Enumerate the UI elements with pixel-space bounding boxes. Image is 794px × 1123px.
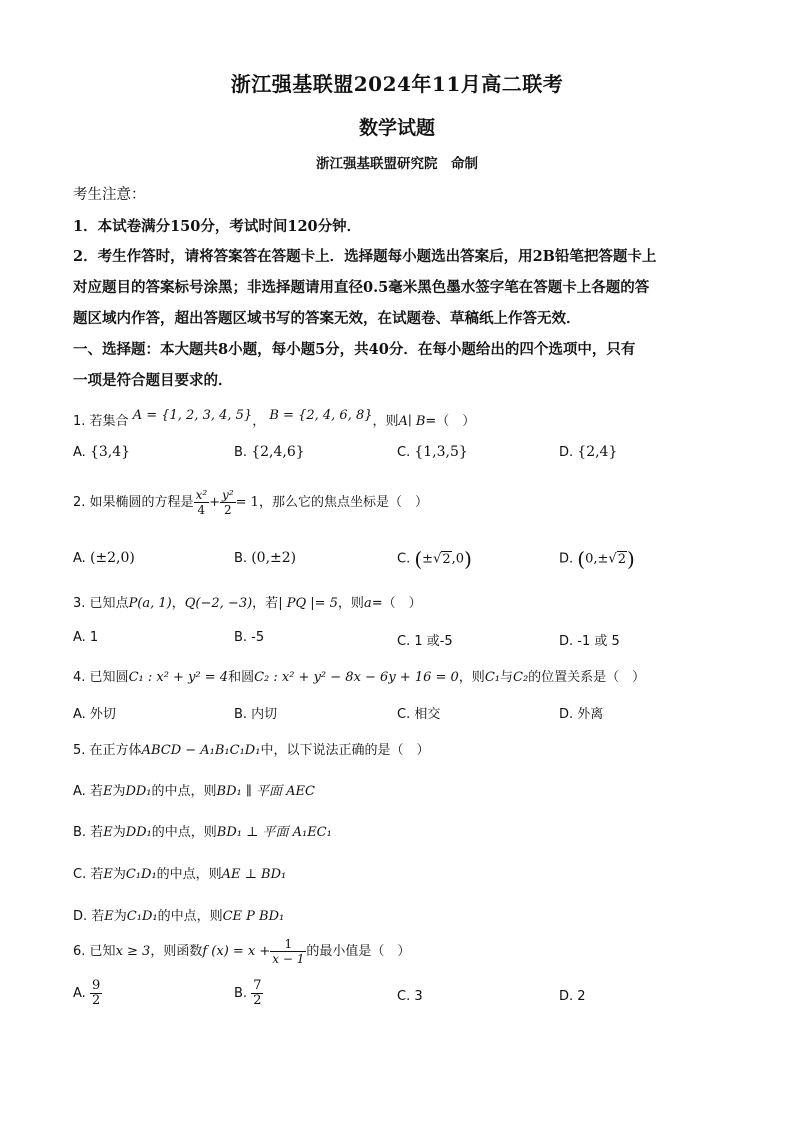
notice-item-2-line-3: 题区域内作答，超出答题区域书写的答案无效，在试题卷、草稿纸上作答无效． (73, 310, 581, 327)
notice-item-2-line-1: 2．考生作答时，请将答案答在答题卡上．选择题每小题选出答案后，用2B铅笔把答题卡上 (73, 248, 657, 265)
question-5: 5. 在正方体ABCD − A₁B₁C₁D₁中，以下说法正确的是（ ） (73, 743, 430, 758)
q6-option-b: B. $\frac{7}{2}$ (234, 978, 262, 1008)
question-text: ，则 (372, 414, 399, 429)
question-text: 若集合 (89, 414, 129, 429)
q3-option-c: C. 1 或-5 (397, 634, 453, 649)
q2-option-d: D. (0,±√2) (559, 547, 635, 571)
set-expression: A∣ B (398, 414, 426, 429)
question-number: 6. (73, 944, 86, 959)
q6-option-a: A. $\frac{9}{2}$ (73, 978, 101, 1008)
q4-option-d: D. 外离 (559, 707, 604, 722)
exam-title: 浙江强基联盟2024年11月高二联考 (230, 72, 564, 96)
q4-option-b: B. 内切 (234, 707, 278, 722)
q3-option-d: D. -1 或 5 (559, 634, 620, 649)
question-text: 已知点 (89, 596, 129, 611)
question-text: ，那么它的焦点坐标是（ ） (258, 495, 428, 510)
q2-option-b: B. (0,±2) (234, 550, 297, 566)
q4-option-a: A. 外切 (73, 707, 116, 722)
set-b: B = {2, 4, 6, 8} (269, 408, 373, 423)
q1-option-d: D. {2,4} (559, 444, 618, 460)
section-heading-line-1: 一、选择题：本大题共8小题，每小题5分，共40分．在每小题给出的四个选项中，只有 (73, 341, 636, 358)
question-6: 6. 已知x ≥ 3，则函数f (x) = x + $\frac{1}{x - 1}$ 的最小值是（ ） (73, 937, 411, 966)
section-heading-line-2: 一项是符合题目要求的． (73, 372, 233, 389)
question-1 (73, 408, 475, 429)
question-text: 已知圆 (89, 670, 129, 685)
point-p: P(a, 1) (128, 596, 172, 611)
question-text: 已知 (89, 944, 116, 959)
question-3: 3. 已知点P(a, 1)，Q(−2, −3)，若| PQ |= 5，则a=（ ） (73, 596, 422, 611)
q5-option-a: A. 若E为DD₁的中点，则BD₁ ∥ 平面 AEC (73, 784, 315, 799)
question-text: 在正方体 (89, 743, 142, 758)
q2-option-a: A. (±2,0) (73, 550, 135, 566)
point-q: Q(−2, −3) (184, 596, 253, 611)
notice-item-1: 1．本试卷满分150分，考试时间120分钟． (73, 218, 362, 235)
function-expression: f (x) = x + (202, 944, 271, 959)
question-text: ， (252, 414, 266, 429)
question-number: 1. (73, 414, 86, 429)
cube-name: ABCD − A₁B₁C₁D₁ (141, 743, 261, 758)
set-a: A = {1, 2, 3, 4, 5} (132, 408, 253, 423)
q5-option-c: C. 若E为C₁D₁的中点，则AE ⊥ BD₁ (73, 867, 287, 882)
q3-option-b: B. -5 (234, 630, 265, 645)
exam-subtitle: 数学试题 (358, 117, 435, 139)
fraction-x: $\frac{\text{x²}}{4}$ (195, 488, 208, 517)
function-fraction: $\frac{1}{x - 1}$ (272, 937, 305, 966)
q5-option-b: B. 若E为DD₁的中点，则BD₁ ⊥ 平面 A₁EC₁ (73, 825, 332, 840)
question-number: 2. (73, 495, 86, 510)
question-text: =（ ） (425, 414, 476, 429)
fraction-y: $\frac{\text{y²}}{2}$ (222, 488, 234, 517)
q1-option-c: C. {1,3,5} (397, 444, 468, 460)
q2-option-c: C. (±√2,0) (397, 547, 472, 571)
question-2: 2. 如果椭圆的方程是 $\frac{\text{x²}}{4}$ + $\frac{\text{y²}}{2}$ = 1，那么它的焦点坐标是（ ） (73, 488, 428, 517)
q1-option-a: A. {3,4} (73, 444, 131, 460)
question-number: 4. (73, 670, 86, 685)
question-4: 4. 已知圆C₁ : x² + y² = 4和圆C₂ : x² + y² − 8x − 6y + 16 = 0，则C₁与C₂的位置关系是（ ） (73, 670, 646, 685)
q4-option-c: C. 相交 (397, 707, 441, 722)
exam-org: 浙江强基联盟研究院 命制 (316, 156, 478, 172)
condition: x ≥ 3 (115, 944, 151, 959)
q1-option-b: B. {2,4,6} (234, 444, 305, 460)
question-number: 3. (73, 596, 86, 611)
question-text: 如果椭圆的方程是 (89, 495, 194, 510)
circle-c2-equation: C₂ : x² + y² − 8x − 6y + 16 = 0 (254, 670, 459, 685)
q5-option-d: D. 若E为C₁D₁的中点，则CE P BD₁ (73, 909, 285, 924)
q6-option-d: D. 2 (559, 989, 586, 1004)
q3-option-a: A. 1 (73, 630, 99, 645)
circle-c1-equation: C₁ : x² + y² = 4 (128, 670, 229, 685)
distance-expression: | PQ |= 5 (278, 596, 338, 611)
notice-item-2-line-2: 对应题目的答案标号涂黑；非选择题请用直径0.5毫米黑色墨水签字笔在答题卡上各题的答 (73, 279, 650, 296)
question-number: 5. (73, 743, 86, 758)
notice-heading: 考生注意： (73, 187, 146, 203)
q6-option-c: C. 3 (397, 989, 423, 1004)
